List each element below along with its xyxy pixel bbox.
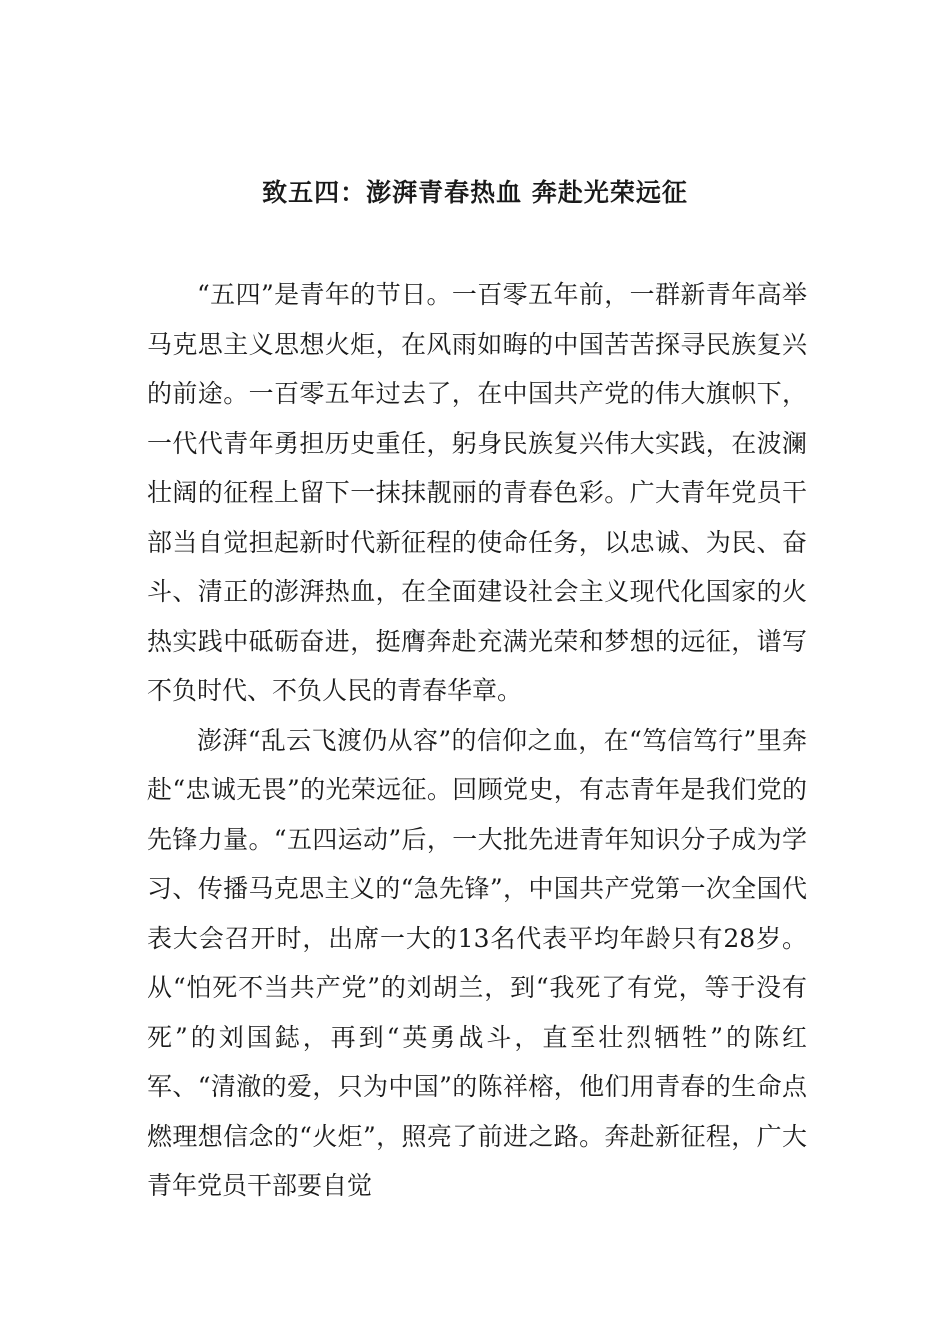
document-title: 致五四：澎湃青春热血 奔赴光荣远征 [262, 177, 688, 207]
document-body [147, 270, 807, 1211]
paragraph-1: “五四”是青年的节日。一百零五年前，一群新青年高举马克思主义思想火炬，在风雨如晦的中国苦苦探寻民族复兴的前途。一百零五年过去了，在中国共产党的伟大旗帜下，一代代青年勇担历史重任，躬身民族复兴伟大实践，在波澜壮阔的征程上留下一抹抹靓丽的青春色彩。广大青年党员干部当自觉担起新时代新征程的使命任务，以忠诚、为民、奋斗、清正的澎湃热血，在全面建设社会主义现代化国家的火热实践中砥砺奋进，挺膺奔赴充满光荣和梦想的远征，谱写不负时代、不负人民的青春华章。 [147, 280, 807, 705]
paragraph-2: 澎湃“乱云飞渡仍从容”的信仰之血，在“笃信笃行”里奔赴“忠诚无畏”的光荣远征。回顾党史，有志青年是我们党的先锋力量。“五四运动”后，一大批先进青年知识分子成为学习、传播马克思主义的“急先锋”，中国共产党第一次全国代表大会召开时，出席一大的13名代表平均年龄只有28岁。从“怕死不当共产党”的刘胡兰，到“我死了有党，等于没有死”的刘国鋕，再到“英勇战斗，直至壮烈牺牲”的陈红军、“清澈的爱，只为中国”的陈祥榕，他们用青春的生命点燃理想信念的“火炬”，照亮了前进之路。奔赴新征程，广大青年党员干部要自觉 [147, 725, 807, 1200]
